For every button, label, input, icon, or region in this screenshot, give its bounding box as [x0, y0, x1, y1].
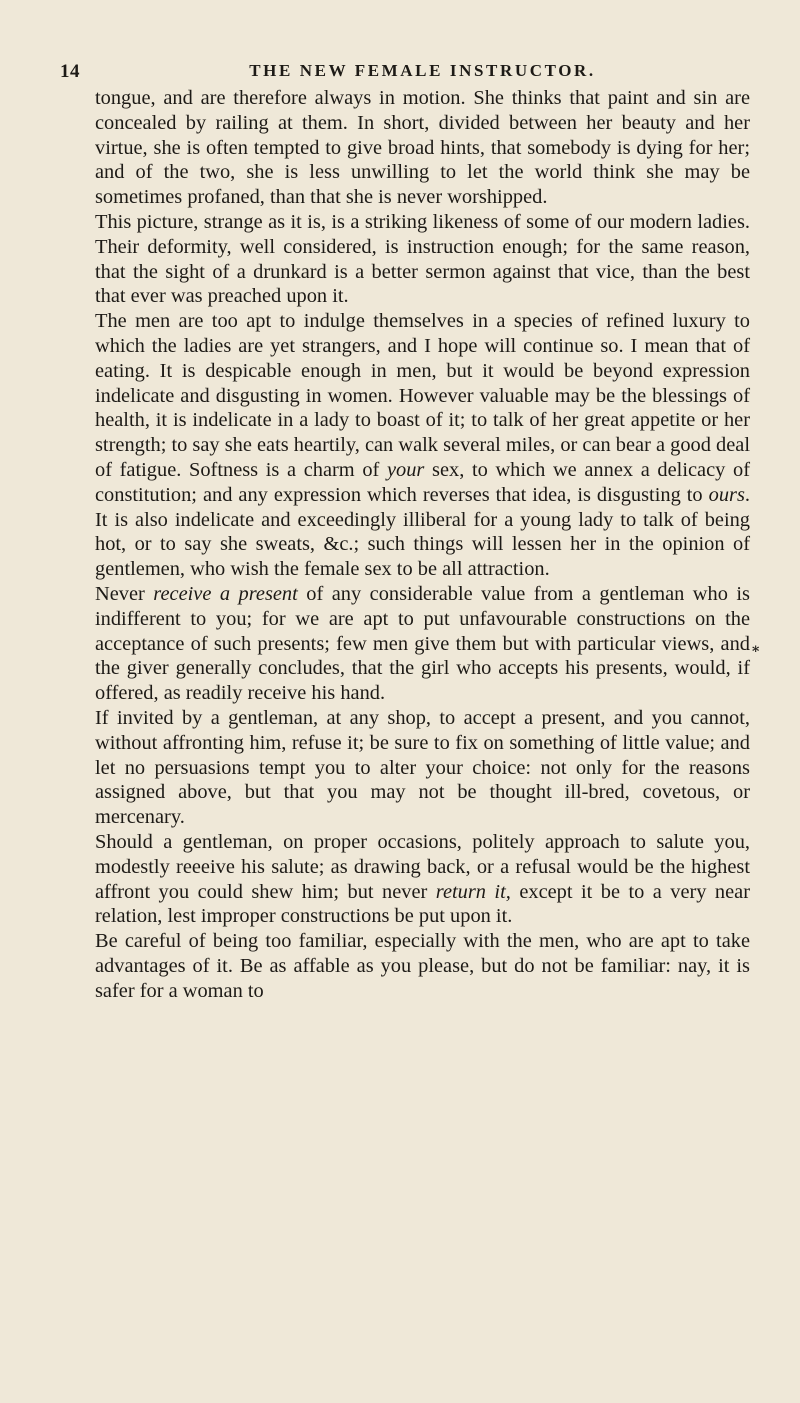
italic-text: return it,	[435, 880, 511, 903]
text-run: Be careful of being too familiar, especially with the men, who are apt to take advantages of it. Be as affable as you please, but do not be familiar: nay, it is safer for a woman to	[95, 930, 750, 1002]
paragraph	[95, 86, 750, 210]
text-run: . It is also indelicate and exceedingly illiberal for a young lady to talk of being hot, or to say she sweats, &c.; such things will lessen her in the opinion of gentlemen, who wish the female sex to be all attraction.	[95, 483, 750, 581]
body-text	[95, 86, 750, 1003]
paragraph	[95, 706, 750, 830]
text-run: sex, to which we annex a delicacy of constitution; and any expression which reverses that idea, is disgusting to	[95, 458, 750, 506]
text-run: except it be to a very near relation, lest improper constructions be put upon it.	[95, 880, 751, 928]
text-run: Never	[95, 582, 154, 605]
text-run: This picture, strange as it is, is a striking likeness of some of our modern ladies. Their deformity, well considered, is instruction enough; for the same reason, that the sight of a drunkard is a better sermon against that vice, than the best that ever was preached upon it.	[95, 210, 750, 308]
text-run: of any considerable value from a gentleman who is indifferent to you; for we are apt to put unfavourable constructions on the acceptance of such presents; few men give them but with particular views, and the giver generally concludes, that the girl who accepts his presents, would, if offered, as readily receive his hand.	[95, 582, 750, 705]
paragraph	[95, 210, 750, 309]
text-run: tongue, and are therefore always in motion. She thinks that paint and sin are concealed by railing at them. In short, divided between her beauty and her virtue, she is often tempted to give broad hints, that somebody is dying for her; and of the two, she is less unwilling to let the world think she may be sometimes profaned, than that she is never worshipped.	[95, 87, 750, 209]
paragraph	[95, 309, 750, 582]
text-run: Should a gentleman, on proper occasions, politely approach to salute you, modestly reeeive his salute; as drawing back, or a refusal would be the highest affront you could shew him; but never	[95, 830, 750, 903]
paragraph	[95, 830, 750, 929]
text-run: If invited by a gentleman, at any shop, to accept a present, and you cannot, without affronting him, refuse it; be sure to fix on something of little value; and let no persuasions tempt you to alter your choice: not only for the reasons assigned above, but that you may not be thought ill-bred, covetous, or mercenary.	[95, 706, 750, 829]
page-number: 14	[60, 61, 80, 82]
italic-text: receive a present	[153, 582, 298, 605]
paragraph	[95, 582, 750, 706]
page-header	[60, 0, 750, 86]
italic-text: your	[386, 458, 425, 481]
margin-mark: ⁎	[752, 641, 760, 656]
italic-text: ours	[708, 483, 745, 506]
running-title: THE NEW FEMALE INSTRUCTOR.	[249, 61, 596, 80]
paragraph	[95, 929, 750, 1003]
text-run: The men are too apt to indulge themselves in a species of refined luxury to which the ladies are yet strangers, and I hope will continue so. I mean that of eating. It is despicable enough in men, but it would be beyond expression indelicate and disgusting in women. However valuable may be the blessings of health, it is indelicate in a lady to boast of it; to talk of her great appetite or her strength; to say she eats heartily, can walk several miles, or can bear a good deal of fatigue. Softness is a charm of	[95, 310, 750, 481]
